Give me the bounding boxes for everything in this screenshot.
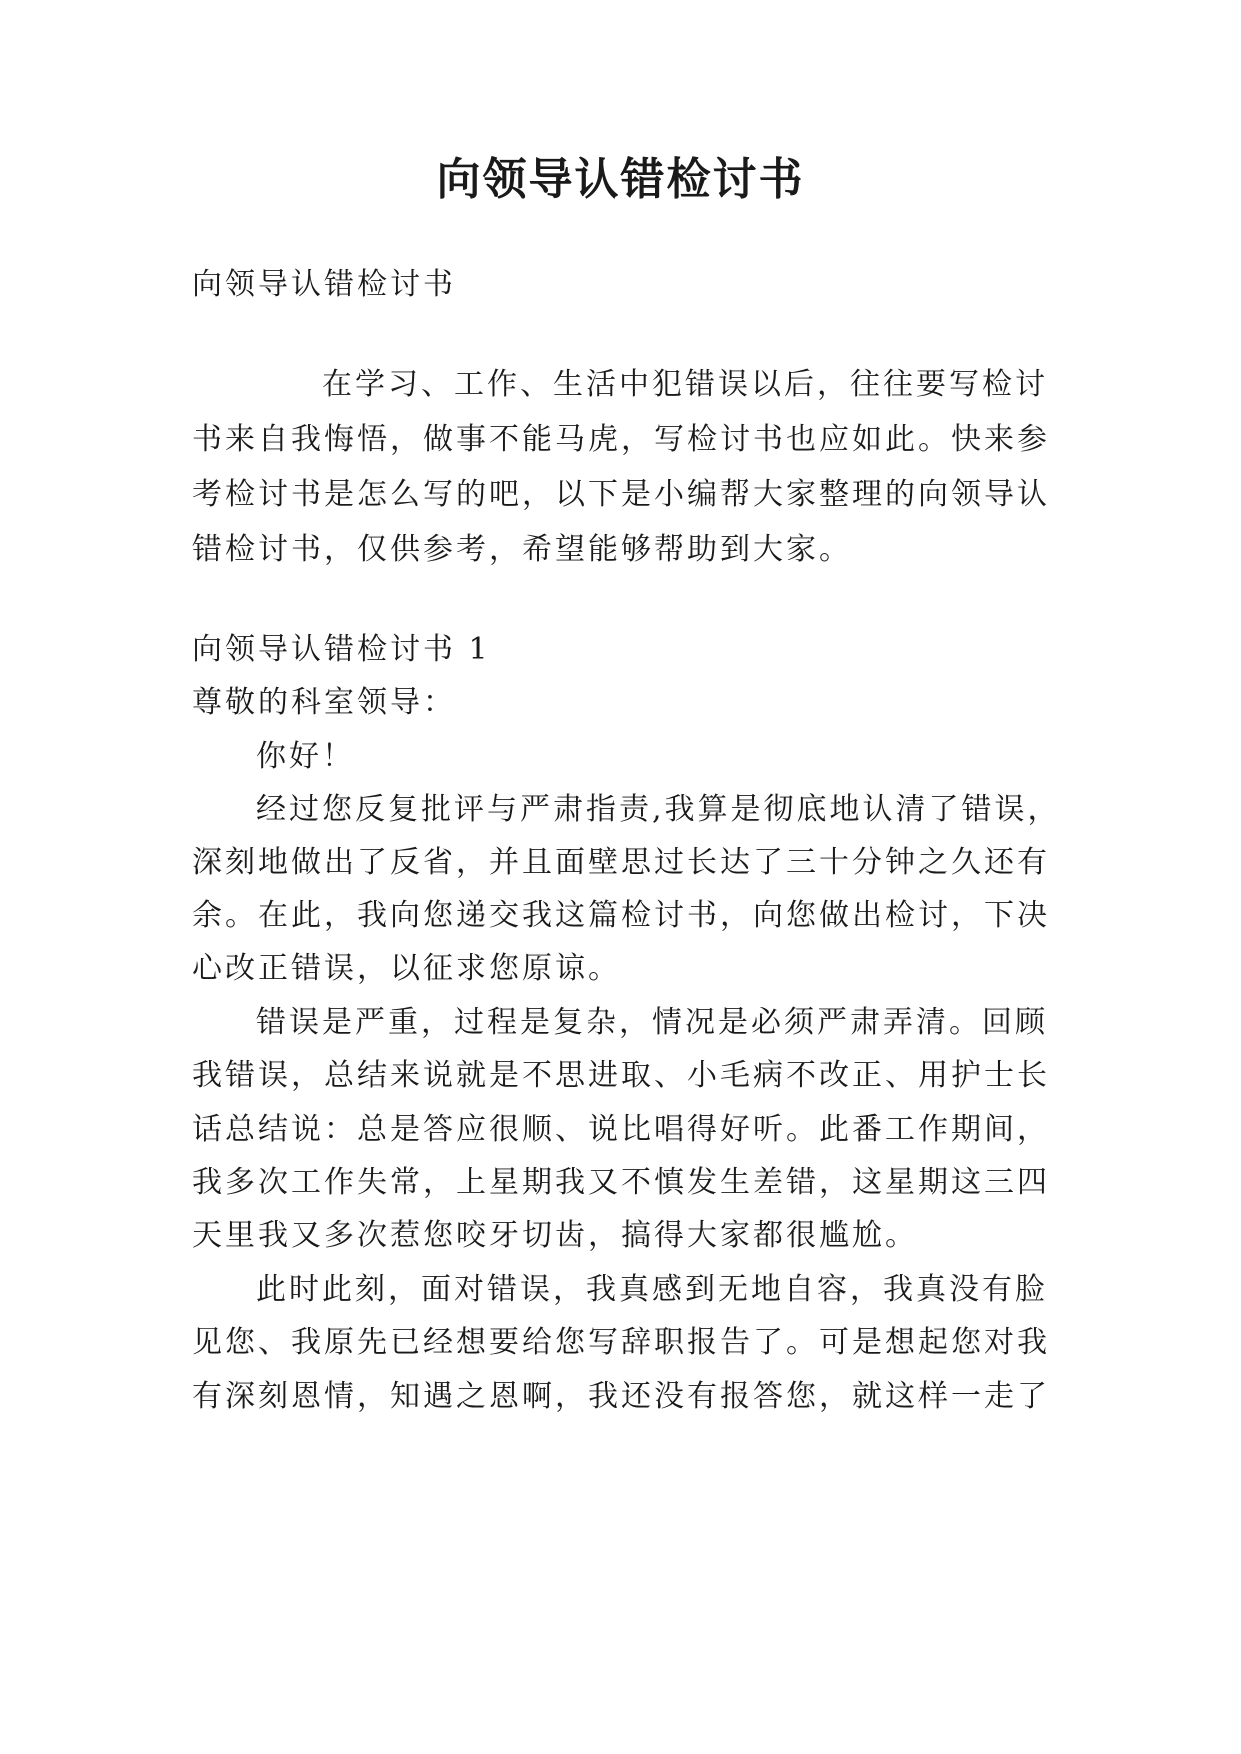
intro-line: 考检讨书是怎么写的吧，以下是小编帮大家整理的向领导认 — [192, 477, 1050, 512]
paragraph-line: 错误是严重，过程是复杂，情况是必须严肃弄清。回顾 — [256, 1005, 1048, 1040]
paragraph-line: 我错误，总结来说就是不思进取、小毛病不改正、用护士长 — [192, 1058, 1050, 1093]
paragraph-line: 天里我又多次惹您咬牙切齿，搞得大家都很尴尬。 — [192, 1218, 918, 1253]
greeting: 你好！ — [256, 739, 355, 774]
document-title: 向领导认错检讨书 — [436, 154, 805, 205]
section-heading: 向领导认错检讨书 1 — [192, 632, 491, 667]
intro-line: 书来自我悔悟，做事不能马虎，写检讨书也应如此。快来参 — [192, 422, 1050, 457]
paragraph-line: 心改正错误，以征求您原谅。 — [192, 951, 621, 986]
salutation: 尊敬的科室领导： — [192, 685, 456, 720]
paragraph-line: 话总结说：总是答应很顺、说比唱得好听。此番工作期间， — [192, 1112, 1050, 1147]
paragraph-line: 见您、我原先已经想要给您写辞职报告了。可是想起您对我 — [192, 1325, 1050, 1360]
paragraph-line: 深刻地做出了反省，并且面壁思过长达了三十分钟之久还有 — [192, 845, 1050, 880]
intro-line: 错检讨书，仅供参考，希望能够帮助到大家。 — [192, 532, 852, 567]
paragraph-line: 经过您反复批评与严肃指责,我算是彻底地认清了错误， — [256, 792, 1061, 827]
document-subtitle: 向领导认错检讨书 — [192, 267, 456, 302]
paragraph-line: 我多次工作失常，上星期我又不慎发生差错，这星期这三四 — [192, 1165, 1050, 1200]
paragraph-line: 有深刻恩情，知遇之恩啊，我还没有报答您，就这样一走了 — [192, 1379, 1050, 1414]
paragraph-line: 此时此刻，面对错误，我真感到无地自容，我真没有脸 — [256, 1272, 1048, 1307]
paragraph-line: 余。在此，我向您递交我这篇检讨书，向您做出检讨，下决 — [192, 898, 1050, 933]
intro-line: 在学习、工作、生活中犯错误以后，往往要写检讨 — [322, 367, 1048, 402]
